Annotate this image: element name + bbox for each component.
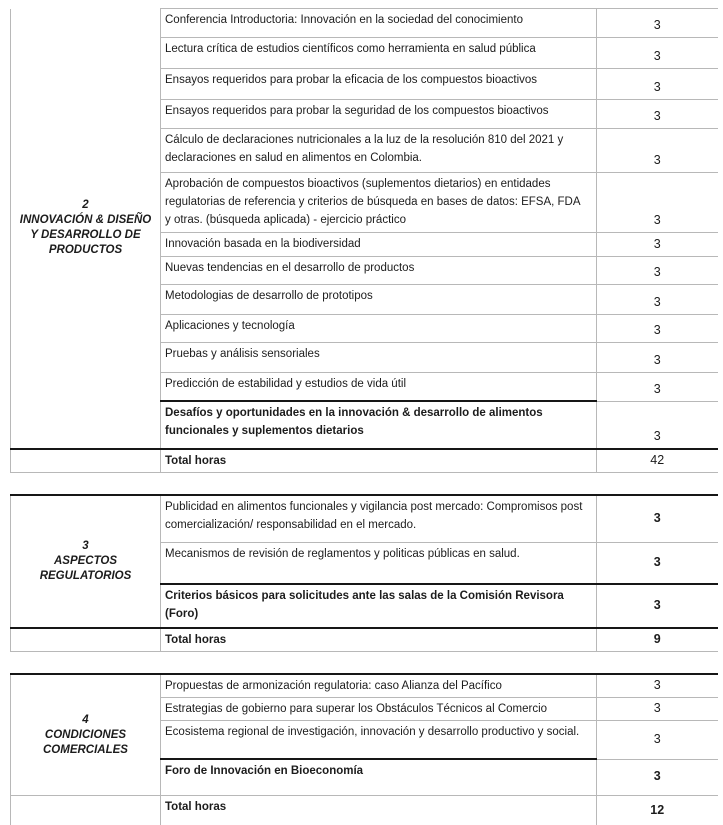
hours-cell: 3: [597, 38, 718, 69]
hours-cell: 3: [597, 401, 718, 449]
module-label-empty-cell: [11, 796, 161, 825]
module-label-cell: [11, 9, 161, 450]
hours-cell: 3: [597, 315, 718, 343]
topic-cell: Conferencia Introductoria: Innovación en la sociedad del conocimiento: [161, 9, 597, 38]
module-name-line: REGULATORIOS: [13, 569, 158, 584]
total-label: Total horas: [161, 449, 597, 473]
module-name-line: Y DESARROLLO DE: [13, 228, 158, 243]
hours-cell: 3: [597, 343, 718, 373]
topic-cell: Nuevas tendencias en el desarrollo de productos: [161, 257, 597, 285]
module-label-empty-cell: [11, 628, 161, 652]
total-label: Total horas: [161, 796, 597, 825]
topic-cell: Cálculo de declaraciones nutricionales a la luz de la resolución 810 del 2021 y declaraciones en salud en alimentos en Colombia.: [161, 129, 597, 173]
table-row: [11, 674, 718, 698]
hours-cell: 3: [597, 9, 718, 38]
total-row: [11, 449, 718, 473]
module-label-cell: [11, 674, 161, 796]
total-row: [11, 796, 718, 825]
hours-cell: 3: [597, 257, 718, 285]
topic-cell: Ecosistema regional de investigación, innovación y desarrollo productivo y social.: [161, 721, 597, 760]
topic-cell: Aplicaciones y tecnología: [161, 315, 597, 343]
module-number: 2: [13, 198, 158, 213]
topic-cell: Criterios básicos para solicitudes ante las salas de la Comisión Revisora (Foro): [161, 584, 597, 628]
hours-cell: 3: [597, 721, 718, 760]
hours-cell: 3: [597, 698, 718, 721]
module-section-4: [10, 673, 718, 825]
module-name-line: ASPECTOS: [13, 554, 158, 569]
module-section-2: [10, 8, 718, 473]
module-label-cell: [11, 495, 161, 628]
total-row: [11, 628, 718, 652]
total-hours-value: 12: [597, 796, 718, 825]
topic-cell: Ensayos requeridos para probar la eficacia de los compuestos bioactivos: [161, 69, 597, 100]
total-hours-value: 42: [597, 449, 718, 473]
sections-container: [10, 8, 723, 825]
topic-cell: Propuestas de armonización regulatoria: caso Alianza del Pacífico: [161, 674, 597, 698]
hours-cell: 3: [597, 495, 718, 543]
hours-cell: 3: [597, 100, 718, 129]
hours-cell: 3: [597, 373, 718, 402]
hours-cell: 3: [597, 584, 718, 628]
module-name-line: CONDICIONES: [13, 728, 158, 743]
topic-cell: Aprobación de compuestos bioactivos (suplementos dietarios) en entidades regulatorias de referencia y criterios de búsqueda en bases de datos: EFSA, FDA y otras. (búsqueda aplicada) - ejercicio práctico: [161, 173, 597, 233]
total-label: Total horas: [161, 628, 597, 652]
hours-cell: 3: [597, 543, 718, 585]
topic-cell: Estrategias de gobierno para superar los Obstáculos Técnicos al Comercio: [161, 698, 597, 721]
module-number: 4: [13, 713, 158, 728]
topic-cell: Innovación basada en la biodiversidad: [161, 233, 597, 257]
module-section-3: [10, 494, 718, 652]
module-name-line: PRODUCTOS: [13, 243, 158, 258]
hours-cell: 3: [597, 759, 718, 796]
topic-cell: Lectura crítica de estudios científicos como herramienta en salud pública: [161, 38, 597, 69]
topic-cell: Publicidad en alimentos funcionales y vigilancia post mercado: Compromisos post comercialización/ responsabilidad en el mercado.: [161, 495, 597, 543]
hours-cell: 3: [597, 233, 718, 257]
topic-cell: Ensayos requeridos para probar la seguridad de los compuestos bioactivos: [161, 100, 597, 129]
hours-cell: 3: [597, 674, 718, 698]
hours-cell: 3: [597, 173, 718, 233]
topic-cell: Predicción de estabilidad y estudios de vida útil: [161, 373, 597, 402]
hours-cell: 3: [597, 69, 718, 100]
topic-cell: Foro de Innovación en Bioeconomía: [161, 759, 597, 796]
module-name-line: COMERCIALES: [13, 743, 158, 758]
topic-cell: Desafíos y oportunidades en la innovación & desarrollo de alimentos funcionales y suplementos dietarios: [161, 401, 597, 449]
module-label-empty-cell: [11, 449, 161, 473]
total-hours-value: 9: [597, 628, 718, 652]
table-row: [11, 495, 718, 543]
module-name-line: INNOVACIÓN & DISEÑO: [13, 213, 158, 228]
topic-cell: Pruebas y análisis sensoriales: [161, 343, 597, 373]
hours-cell: 3: [597, 285, 718, 315]
table-row: [11, 9, 718, 38]
module-number: 3: [13, 539, 158, 554]
hours-cell: 3: [597, 129, 718, 173]
topic-cell: Metodologias de desarrollo de prototipos: [161, 285, 597, 315]
topic-cell: Mecanismos de revisión de reglamentos y politicas públicas en salud.: [161, 543, 597, 585]
